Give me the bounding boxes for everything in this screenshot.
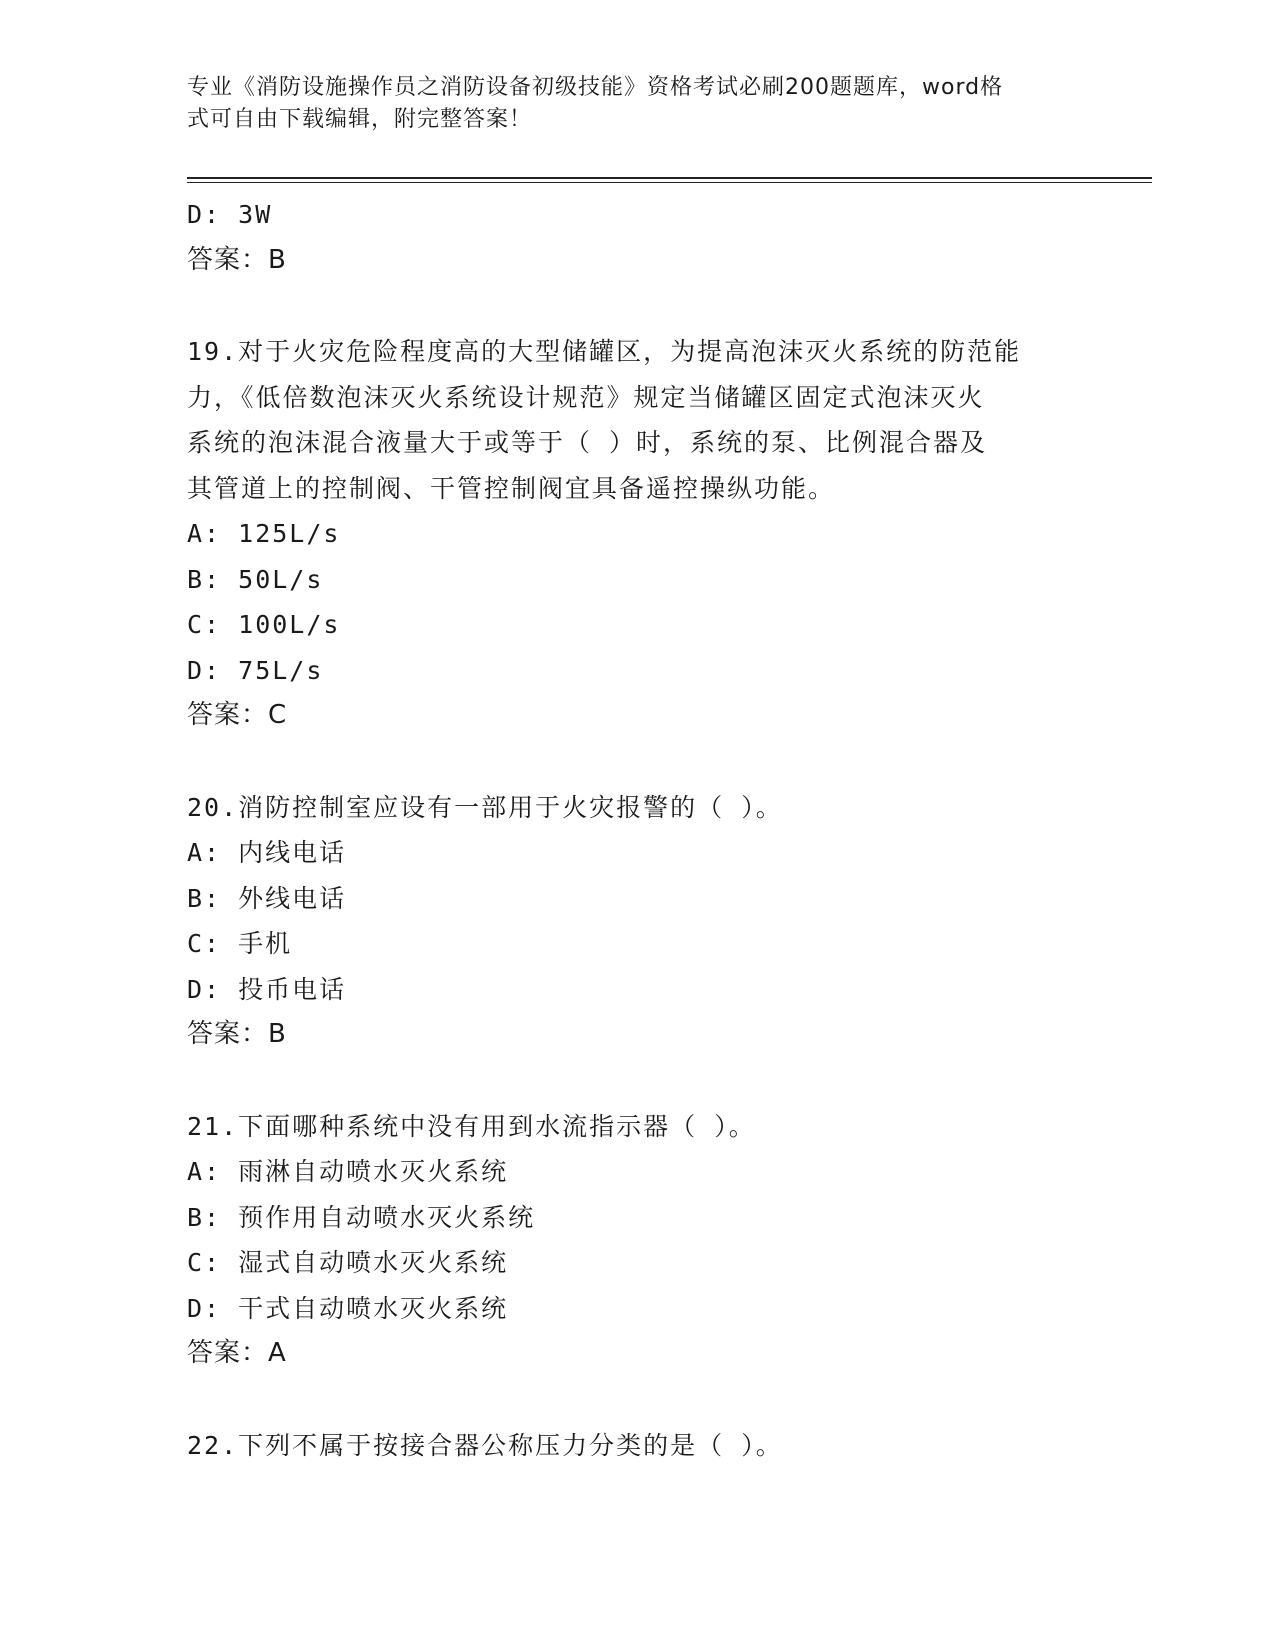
- spacer: [187, 1058, 1087, 1104]
- question-stem-line: 力，《低倍数泡沫灭火系统设计规范》规定当储罐区固定式泡沫灭火: [187, 382, 985, 412]
- document-header: [187, 72, 1067, 136]
- answer: 答案：B: [187, 1019, 287, 1049]
- option-c: C: 100L/s: [187, 610, 341, 639]
- question-list: [187, 192, 1087, 1468]
- question-stem-line: 其管道上的控制阀、干管控制阀宜具备遥控操纵功能。: [187, 473, 836, 503]
- option-d: D: 3W: [187, 200, 273, 229]
- question-stem: 21.下面哪种系统中没有用到水流指示器（ ）。: [187, 1111, 756, 1141]
- question-stem: 20.消防控制室应设有一部用于火灾报警的（ ）。: [187, 792, 783, 822]
- option-b: B: 50L/s: [187, 564, 324, 594]
- answer: 答案：C: [187, 700, 288, 730]
- header-divider-thin: [187, 182, 1152, 183]
- option-c: C: 手机: [187, 929, 293, 958]
- question-21: [187, 1104, 1087, 1377]
- header-line-1: 专业《消防设施操作员之消防设备初级技能》资格考试必刷200题题库，word格: [187, 75, 1004, 100]
- option-b: B: 预作用自动喷水灭火系统: [187, 1202, 536, 1232]
- question-19: [187, 329, 1087, 739]
- answer: 答案：B: [187, 244, 287, 275]
- header-line-2: 式可自由下载编辑，附完整答案！: [187, 107, 533, 132]
- option-d: D: 干式自动喷水灭火系统: [187, 1293, 509, 1323]
- spacer: [187, 1377, 1087, 1423]
- previous-question-tail: [187, 192, 1087, 283]
- option-b: B: 外线电话: [187, 883, 347, 913]
- option-d: D: 75L/s: [187, 655, 324, 685]
- option-a: A: 雨淋自动喷水灭火系统: [187, 1157, 509, 1186]
- question-22: [187, 1423, 1087, 1469]
- spacer: [187, 739, 1087, 785]
- header-divider-thick: [187, 177, 1152, 179]
- answer: 答案：A: [187, 1338, 287, 1368]
- question-stem-line: 19.对于火灾危险程度高的大型储罐区，为提高泡沫灭火系统的防范能: [187, 337, 1022, 366]
- spacer: [187, 283, 1087, 329]
- option-a: A: 125L/s: [187, 519, 341, 548]
- option-a: A: 内线电话: [187, 838, 347, 867]
- question-20: [187, 785, 1087, 1058]
- option-d: D: 投币电话: [187, 974, 347, 1004]
- option-c: C: 湿式自动喷水灭火系统: [187, 1248, 509, 1277]
- question-stem: 22.下列不属于按接合器公称压力分类的是（ ）。: [187, 1430, 783, 1460]
- question-stem-line: 系统的泡沫混合液量大于或等于（ ）时，系统的泵、比例混合器及: [187, 428, 988, 457]
